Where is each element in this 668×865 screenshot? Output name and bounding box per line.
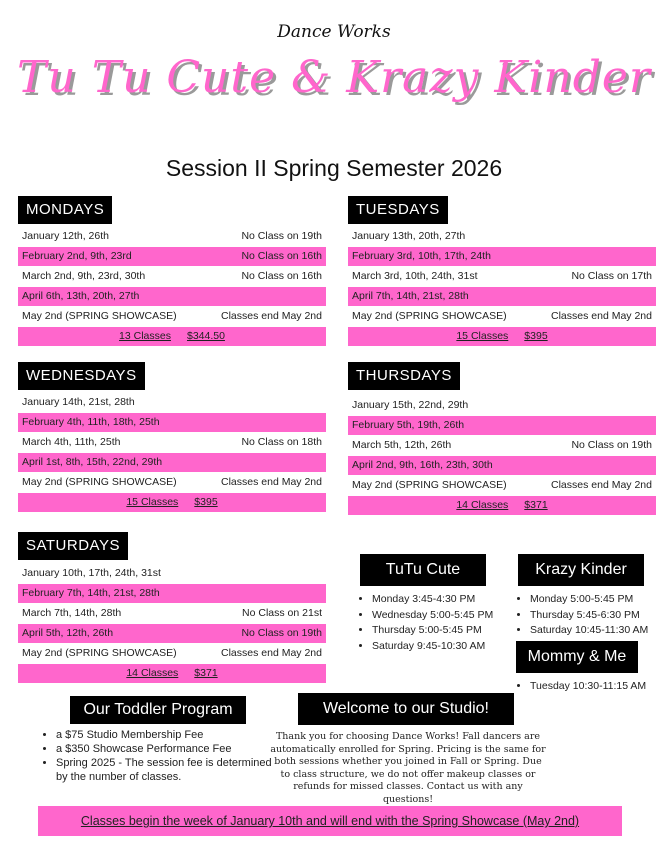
list-item: • Wednesday 5:00-5:45 PM — [372, 608, 506, 624]
list-item: • Tuesday 10:30-11:15 AM — [530, 679, 664, 695]
schedule-row: February 4th, 11th, 18th, 25th — [18, 413, 326, 432]
price-row — [18, 493, 326, 512]
krazy-kinder-box — [514, 554, 664, 639]
price: $371 — [194, 667, 218, 679]
toddler-program-heading: Our Toddler Program — [70, 696, 246, 724]
krazy-kinder-heading: Krazy Kinder — [518, 554, 644, 586]
class-count: 14 Classes — [456, 499, 509, 511]
welcome-text: Thank you for choosing Dance Works! Fall dancers are automatically enrolled for Spring. Pricing is the same for both sessions whether you joined in Fall or Spring. Due to class structure, we do not offer makeup classes or refunds for missed classes. Contact us with any questions! — [270, 731, 546, 805]
mommy-and-me-box — [514, 641, 664, 695]
banner-text: Classes begin the week of January 10th and will end with the Spring Showcase (May 2nd) — [80, 814, 580, 828]
schedule-row: January 14th, 21st, 28th — [22, 396, 135, 408]
price: $395 — [524, 330, 548, 342]
thursdays-section — [348, 362, 656, 515]
welcome-heading: Welcome to our Studio! — [298, 693, 514, 725]
list-item: • Thursday 5:45-6:30 PM — [530, 608, 664, 624]
list-item: • Saturday 9:45-10:30 AM — [372, 639, 506, 655]
krazy-kinder-times — [514, 592, 664, 639]
schedule-row: February 7th, 14th, 21st, 28th — [18, 584, 326, 603]
mondays-heading: MONDAYS — [18, 196, 112, 224]
toddler-program-fees — [40, 728, 275, 784]
thursdays-heading: THURSDAYS — [348, 362, 460, 390]
schedule-row: April 6th, 13th, 20th, 27th — [18, 287, 326, 306]
class-count: 15 Classes — [456, 330, 509, 342]
schedule-row: March 4th, 11th, 25th No Class on 18th — [22, 436, 322, 448]
wednesdays-section — [18, 362, 326, 512]
wednesdays-heading: WEDNESDAYS — [18, 362, 145, 390]
schedule-row: February 2nd, 9th, 23rd No Class on 16th — [18, 247, 326, 266]
schedule-row: April 7th, 14th, 21st, 28th — [348, 287, 656, 306]
price-row — [18, 327, 326, 346]
tutu-cute-times — [356, 592, 506, 654]
schedule-row: January 10th, 17th, 24th, 31st — [22, 567, 161, 579]
tuesdays-heading: TUESDAYS — [348, 196, 448, 224]
mondays-section — [18, 196, 326, 346]
list-item: • Thursday 5:00-5:45 PM — [372, 623, 506, 639]
price: $395 — [194, 496, 218, 508]
schedule-row: May 2nd (SPRING SHOWCASE) Classes end May 2nd — [22, 647, 322, 659]
schedule-row: May 2nd (SPRING SHOWCASE) Classes end May 2nd — [352, 479, 652, 491]
schedule-row: February 3rd, 10th, 17th, 24th — [348, 247, 656, 266]
page-title: Tu Tu Cute & Krazy Kinder — [17, 52, 651, 103]
price-row — [18, 664, 326, 683]
saturdays-section — [18, 532, 326, 683]
page-subtitle: Session II Spring Semester 2026 — [165, 155, 503, 181]
session-banner — [38, 806, 622, 836]
schedule-row: May 2nd (SPRING SHOWCASE) Classes end May 2nd — [352, 310, 652, 322]
schedule-row: March 3rd, 10th, 24th, 31st No Class on 17th — [352, 270, 652, 282]
list-item: • Monday 5:00-5:45 PM — [530, 592, 664, 608]
schedule-row: April 1st, 8th, 15th, 22nd, 29th — [18, 453, 326, 472]
list-item: • Monday 3:45-4:30 PM — [372, 592, 506, 608]
schedule-row: January 12th, 26th No Class on 19th — [22, 230, 322, 242]
tuesdays-section — [348, 196, 656, 346]
price-row — [348, 327, 656, 346]
price: $344.50 — [186, 330, 225, 342]
tutu-cute-heading: TuTu Cute — [360, 554, 486, 586]
brand-name: Dance Works — [277, 22, 391, 42]
schedule-row: March 5th, 12th, 26th No Class on 19th — [352, 439, 652, 451]
toddler-program-box — [40, 696, 275, 784]
welcome-box — [268, 693, 548, 807]
tutu-cute-box — [356, 554, 506, 654]
schedule-row: January 13th, 20th, 27th — [352, 230, 466, 242]
class-count: 13 Classes — [119, 330, 171, 342]
schedule-row: April 5th, 12th, 26th No Class on 19th — [18, 624, 326, 643]
schedule-row: January 15th, 22nd, 29th — [352, 399, 469, 411]
schedule-row: February 5th, 19th, 26th — [348, 416, 656, 435]
list-item: • Spring 2025 - The session fee is determined by the number of classes. — [56, 756, 275, 784]
schedule-row: April 2nd, 9th, 16th, 23th, 30th — [348, 456, 656, 475]
schedule-row: March 2nd, 9th, 23rd, 30th No Class on 16th — [22, 270, 322, 282]
class-count: 14 Classes — [126, 667, 179, 679]
list-item: • Saturday 10:45-11:30 AM — [530, 623, 664, 639]
price-row — [348, 496, 656, 515]
list-item: • a $350 Showcase Performance Fee — [56, 742, 275, 756]
schedule-row: March 7th, 14th, 28th No Class on 21st — [22, 607, 322, 619]
price: $371 — [524, 499, 548, 511]
schedule-row: May 2nd (SPRING SHOWCASE) Classes end May 2nd — [22, 310, 322, 322]
list-item: • a $75 Studio Membership Fee — [56, 728, 275, 742]
class-count: 15 Classes — [126, 496, 179, 508]
mommy-and-me-heading: Mommy & Me — [516, 641, 638, 673]
schedule-row: May 2nd (SPRING SHOWCASE) Classes end May 2nd — [22, 476, 322, 488]
saturdays-heading: SATURDAYS — [18, 532, 128, 560]
